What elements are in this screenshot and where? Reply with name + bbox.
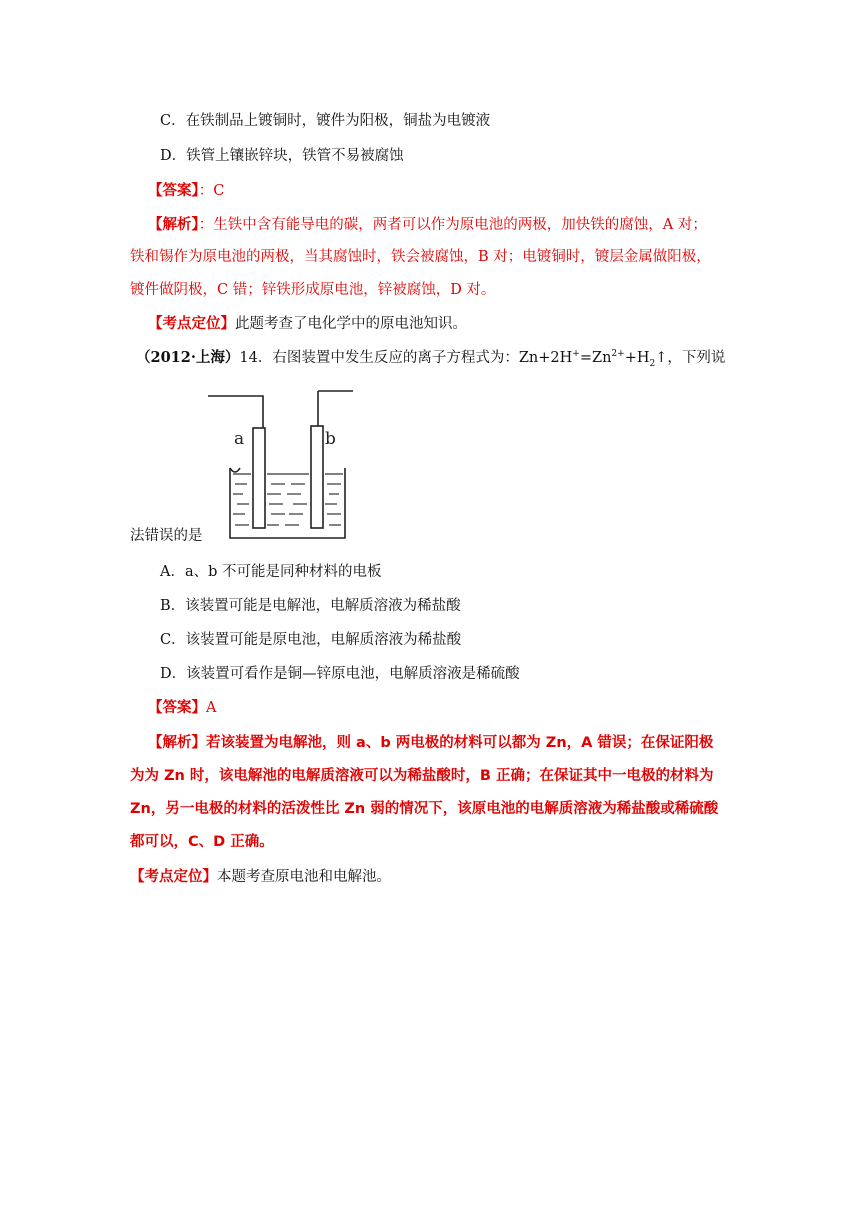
q14-option-d: D．该装置可看作是铜—锌原电池，电解质溶液是稀硫酸	[160, 666, 520, 682]
q13-option-c: C．在铁制品上镀铜时，镀件为阳极，铜盐为电镀液	[160, 113, 491, 129]
q13-option-d: D．铁管上镶嵌锌块，铁管不易被腐蚀	[160, 148, 404, 164]
answer-tag: 【答案】	[148, 182, 199, 199]
superscript: 2+	[611, 349, 625, 360]
analysis-text: ：生铁中含有能导电的碳，两者可以作为原电池的两极，加快铁的腐蚀，A 对；	[198, 217, 707, 233]
q13-answer	[148, 181, 224, 201]
stem-part: =Zn	[579, 350, 612, 366]
stem-part: 14．右图装置中发生反应的离子方程式为：Zn+2H	[239, 350, 573, 366]
answer-value: A	[206, 700, 217, 716]
q14-knowledge-point	[130, 867, 391, 887]
q14-stem	[136, 348, 725, 368]
stem-part: +H	[624, 350, 650, 366]
q14-stem-end: 法错误的是	[130, 528, 203, 544]
q14-answer	[148, 698, 216, 718]
q13-analysis-line-3: 镀件做阴极，C 错；锌铁形成原电池，锌被腐蚀，D 对。	[130, 282, 496, 298]
point-text: 此题考查了电化学中的原电池知识。	[235, 316, 467, 332]
point-tag: 【考点定位】	[148, 315, 235, 332]
electrode-label-a: a	[234, 429, 245, 449]
q14-analysis-line-1	[148, 733, 713, 753]
answer-tag: 【答案】	[148, 699, 206, 716]
q14-analysis-line-3: Zn，另一电极的材料的活泼性比 Zn 弱的情况下，该原电池的电解质溶液为稀盐酸或稀硫酸	[130, 801, 719, 817]
subscript: 2	[649, 358, 656, 369]
analysis-tag: 【解析】	[148, 216, 199, 233]
q13-knowledge-point	[148, 314, 467, 334]
point-text: 本题考查原电池和电解池。	[217, 869, 391, 885]
q14-option-a: A．a、b 不可能是同种材料的电板	[160, 564, 382, 580]
q14-analysis-line-2: 为为 Zn 时，该电解池的电解质溶液可以为稀盐酸时，B 正确；在保证其中一电极的材料为	[130, 768, 714, 784]
stem-part: ↑，下列说	[655, 350, 726, 366]
q14-analysis-line-4: 都可以，C、D 正确。	[130, 834, 274, 850]
q13-analysis-line-2: 铁和锡作为原电池的两极，当其腐蚀时，铁会被腐蚀，B 对；电镀铜时，镀层金属做阳极，	[130, 249, 711, 265]
q14-option-b: B．该装置可能是电解池，电解质溶液为稀盐酸	[160, 598, 461, 614]
point-tag: 【考点定位】	[130, 868, 217, 885]
analysis-tag: 【解析】	[148, 735, 206, 751]
electrolysis-cell-figure	[205, 388, 355, 548]
question-source: （2012·上海）	[136, 349, 240, 366]
analysis-text: 若该装置为电解池，则 a、b 两电极的材料可以都为 Zn，A 错误；在保证阳极	[206, 735, 714, 751]
electrode-label-b: b	[325, 429, 336, 449]
q14-option-c: C．该装置可能是原电池，电解质溶液为稀盐酸	[160, 632, 462, 648]
superscript: +	[572, 349, 580, 360]
q13-analysis-line-1	[148, 215, 707, 235]
answer-value: ：C	[198, 183, 225, 199]
